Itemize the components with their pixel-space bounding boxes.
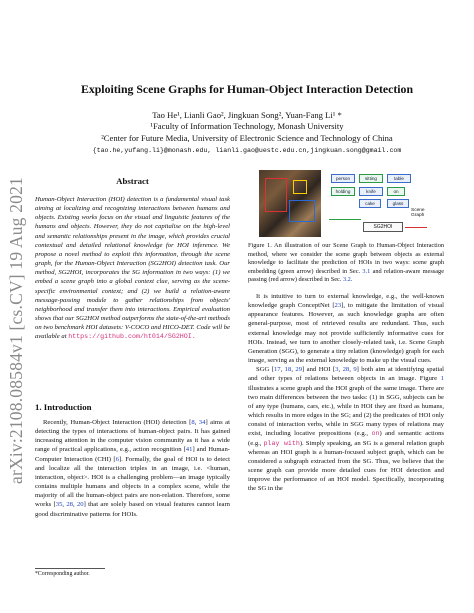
citation-link[interactable]: 41 bbox=[185, 446, 193, 454]
text-run: ] that are solely based on visual features cannot learn good discriminative patterns for HOIs. bbox=[35, 501, 231, 518]
graph-node-cake: cake bbox=[359, 199, 381, 208]
footnote: *Corresponding author. bbox=[35, 571, 90, 577]
body-paragraph bbox=[248, 292, 444, 365]
text-run: , bbox=[291, 366, 296, 374]
footnote-divider bbox=[35, 568, 105, 569]
graph-node-holding: holding bbox=[331, 187, 355, 196]
scene-graph-label: Scene Graph bbox=[411, 208, 425, 218]
citation-link[interactable]: 6 bbox=[115, 455, 119, 463]
citation-link[interactable]: 23 bbox=[334, 302, 342, 310]
graph-node-person: person bbox=[331, 174, 355, 183]
paper-title: Exploiting Scene Graphs for Human-Object Interaction Detection bbox=[80, 82, 414, 96]
arxiv-identifier bbox=[6, 120, 28, 540]
object-bbox bbox=[293, 180, 307, 194]
figure-caption bbox=[248, 242, 444, 285]
figure-1 bbox=[259, 170, 435, 237]
text-run: ] aims at detecting the types of interactions of human-object pairs. It has gained increasing attention in the computer vision community as it has a wide range of practical applications, e.g., action recognition [ bbox=[35, 419, 230, 454]
affiliation-1: ¹Faculty of Information Technology, Monash University bbox=[150, 121, 344, 132]
graph-node-table: table bbox=[387, 174, 411, 183]
text-run: ). Simply speaking, an SG is a general relation graph whereas an HOI graph is a human-focused subject graph, which can be considered a subgraph extracted from the SG. Thus, we believe that the scene graph can provide more detailed cues for HOI detection and improve the performance of an HOI model. Specifically, incorporating the SG in the bbox=[248, 439, 444, 493]
text-run: ], to mitigate the limitation of visual appearance features. However, as such knowledge graphs are often general-purpose, most of retrieved results are redundant. Thus, such external knowledge may not provide sufficiently informative cues for HOIs. Instead, we turn to another closely-related task, i.e. Scene Graph Generation (SGG), to generate a tiny relation (knowledge) graph for each image, serving as the external knowledge to make up the visual cues. bbox=[248, 302, 445, 365]
text-run: , bbox=[194, 419, 199, 426]
author-names: Tao He¹, Lianli Gao², Jingkuan Song², Yuan-Fang Li¹ * bbox=[152, 110, 342, 120]
citation-link[interactable]: 34 bbox=[198, 419, 206, 426]
text-run: It is intuitive to turn to external knowledge, e.g., the well-known knowledge graph ConceptNet [ bbox=[248, 293, 444, 310]
code-term: on bbox=[371, 429, 380, 438]
green-arrow bbox=[329, 219, 361, 220]
intro-paragraph bbox=[35, 418, 230, 519]
affiliation-2: ²Center for Future Media, University of Electronic Science and Technology of China bbox=[101, 132, 393, 143]
text-run: Recently, Human-Object Interaction (HOI) detection [ bbox=[43, 419, 192, 426]
red-arrow bbox=[405, 227, 427, 228]
text-run: , bbox=[280, 366, 285, 374]
abstract-heading: Abstract bbox=[116, 176, 149, 186]
text-run: , bbox=[62, 501, 67, 509]
citation-link[interactable]: 18 bbox=[284, 366, 292, 374]
body-paragraph bbox=[248, 365, 444, 493]
citation-link[interactable]: 17 bbox=[273, 366, 281, 374]
citation-link[interactable]: 28 bbox=[66, 501, 73, 509]
citation-link[interactable]: 20 bbox=[76, 501, 84, 509]
intro-heading: 1. Introduction bbox=[35, 402, 92, 412]
graph-node-sitting: sitting bbox=[359, 174, 383, 183]
text-run: ] both aim at identifying spatial and other types of relations between objects in an image. Figure bbox=[248, 366, 445, 383]
graph-node-on: on bbox=[387, 187, 405, 196]
graph-node-glass: glass bbox=[387, 199, 409, 208]
author-emails: {tao.he,yufang.li}@monash.edu, lianli.gao@uestc.edu.cn,jingkuan.song@gmail.com bbox=[92, 147, 402, 155]
author-block bbox=[60, 110, 434, 157]
citation-link[interactable]: 35 bbox=[55, 501, 63, 509]
text-run: Figure 1. An illustration of our Scene Graph to Human-Object Interaction method, where we consider the scene graph between objects as external knowledge to facilitate the prediction of HOIs in two ways: scene graph embedding (green arrow) described in Sec. bbox=[248, 242, 444, 275]
abstract-text: Human-Object Interaction (HOI) detection is a fundamental visual task aiming at localizing and recognizing interactions between humans and objects. Existing works focus on the visual and linguistic features of the humans and objects. However, they do not capitalise on the high-level and semantic relationships present in the image, which provides crucial contextual and detailed relational knowledge for HOI inference. We propose a novel method to exploit this information, through the scene graph, for the Human-Object Interaction (SG2HOI) detection task. Our method, SG2HOI, incorporates the SG information in two ways: (1) we embed a scene graph into a global context clue, serving as the scene-specific environmental context; and (2) we build a relation-aware message-passing module to gather relationships from objects' neighborhood and transfer them into interactions. Empirical evaluation shows that our SG2HOI method outperforms the state-of-the-art methods on two benchmark HOI datasets: V-COCO and HICO-DET. Code will be available at bbox=[35, 196, 230, 341]
table-bbox bbox=[289, 200, 315, 222]
citation-link[interactable]: 3 bbox=[335, 366, 339, 374]
text-run: SGG [ bbox=[256, 366, 274, 374]
person-bbox bbox=[265, 178, 287, 212]
code-link[interactable]: https://github.com/ht014/SG2HOI. bbox=[68, 332, 196, 341]
arxiv-id-text: arXiv:2108.08584v1 [cs.CV] 19 Aug 2021 bbox=[6, 176, 27, 484]
text-run: ] and Human-Computer Interaction (CHI) [ bbox=[35, 446, 230, 463]
abstract-body bbox=[35, 195, 230, 342]
text-run: and relation-aware message passing (red arrow) described in Sec. bbox=[248, 267, 444, 284]
text-run: ] and HOI [ bbox=[302, 366, 336, 374]
scene-photo bbox=[259, 170, 321, 237]
text-run: , bbox=[338, 366, 343, 374]
citation-link[interactable]: 29 bbox=[295, 366, 303, 374]
text-run: . bbox=[350, 276, 353, 284]
text-run: ]. Formally, the goal of HOI is to detect and localize all the interaction triples in an image, i.e. <human, interaction, object>. HOI is a challenging problem—an image typically contains multiple humans and objects in a complex scene, while the majority of all the human-object pairs are non-relation. Therefore, some works [ bbox=[35, 455, 230, 509]
scene-graph-diagram bbox=[329, 172, 433, 236]
graph-node-knife: knife bbox=[359, 187, 383, 196]
text-run: illustrates a scene graph and the HOI graph of the same image. There are two main differences between the two tasks: (1) in SGG, subjects can be of any type (humans, cars, etc.), while in HOI they are fixed as humans, which results in more edges in the SG; and (2) the predicates of HOI only consist of interaction verbs, while in SGG many types of relations may exist, including locative prepositions (e.g., bbox=[248, 384, 444, 438]
code-term: play with bbox=[263, 438, 300, 447]
citation-link[interactable]: 8 bbox=[191, 419, 195, 426]
figure-link[interactable]: 1 bbox=[440, 375, 444, 383]
text-run: , bbox=[73, 501, 77, 509]
citation-link[interactable]: 28 bbox=[342, 366, 350, 374]
section-link[interactable]: 3.2 bbox=[342, 276, 351, 284]
intro-body bbox=[35, 418, 230, 519]
citation-link[interactable]: 9 bbox=[353, 366, 357, 374]
sg2hoi-model-box: SG2HOI bbox=[363, 222, 403, 232]
text-run: ) and semantic actions (e.g., bbox=[248, 430, 445, 447]
text-run: , bbox=[349, 366, 354, 374]
right-column-text bbox=[248, 292, 444, 493]
section-link[interactable]: 3.1 bbox=[362, 267, 371, 275]
